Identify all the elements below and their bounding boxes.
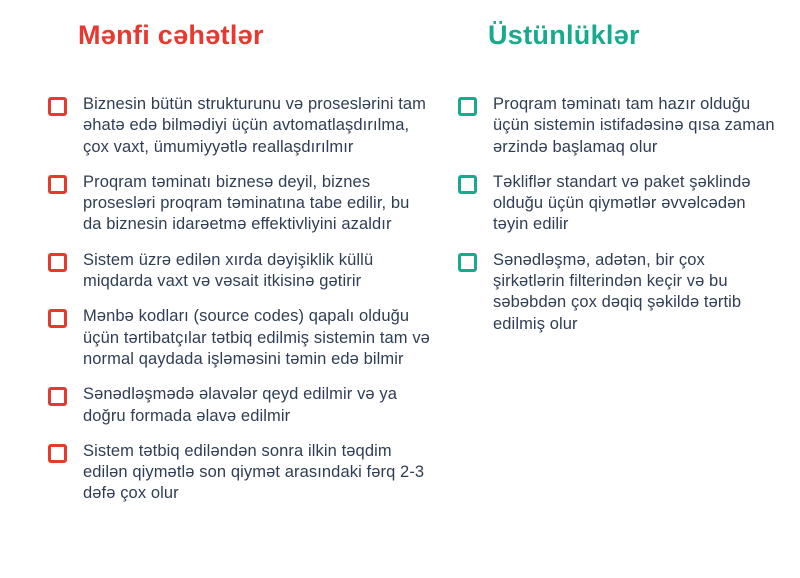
list-item <box>458 94 780 158</box>
list-item <box>48 306 430 370</box>
advantages-column <box>458 18 780 578</box>
list-item-text: Proqram təminatı tam hazır olduğu üçün sistemin istifadəsinə qısa zaman ərzində başlamaq olur <box>493 95 775 156</box>
list-item-text: Sənədləşmə, adətən, bir çox şirkətlərin filterindən keçir və bu səbəbdən çox dəqiq şəkildə tərtib edilmiş olur <box>493 250 742 333</box>
list-item-text: Sistem tətbiq ediləndən sonra ilkin təqdim edilən qiymətlə son qiymət arasındaki fərq 2-3 dəfə çox olur <box>83 441 425 503</box>
list-item-text: Sistem üzrə edilən xırda dəyişiklik küllü miqdarda vaxt və vəsait itkisinə gətirir <box>83 250 374 291</box>
negatives-title: Mənfi cəhətlər <box>78 20 264 50</box>
advantages-list <box>458 94 780 335</box>
checkbox-icon <box>458 97 477 116</box>
list-item <box>48 172 430 236</box>
checkbox-icon <box>48 444 67 463</box>
list-item <box>458 172 780 236</box>
checkbox-icon <box>458 253 477 272</box>
list-item-text: Sənədləşmədə əlavələr qeyd edilmir və ya doğru formada əlavə edilmir <box>83 385 398 425</box>
checkbox-icon <box>48 253 67 272</box>
advantages-title: Üstünlüklər <box>488 20 640 50</box>
checkbox-icon <box>48 387 67 406</box>
list-item <box>48 94 430 158</box>
list-item <box>458 250 780 335</box>
list-item-text: Mənbə kodları (source codes) qapalı olduğu üçün tərtibatçılar tətbiq edilmiş sistemin tam və normal qaydada işləməsini təmin edə bilmir <box>83 307 430 368</box>
checkbox-icon <box>48 175 67 194</box>
list-item <box>48 250 430 293</box>
negatives-column <box>48 18 430 578</box>
list-item-text: Təkliflər standart və paket şəklində olduğu üçün qiymətlər əvvəlcədən təyin edilir <box>493 172 751 234</box>
list-item <box>48 384 430 427</box>
list-item <box>48 441 430 505</box>
checkbox-icon <box>458 175 477 194</box>
checkbox-icon <box>48 309 67 328</box>
negatives-list <box>48 94 430 505</box>
list-item-text: Proqram təminatı biznesə deyil, biznes prosesləri proqram təminatına tabe edilir, bu da biznesin idarəetmə effektivliyini azaldır <box>83 172 410 234</box>
list-item-text: Biznesin bütün strukturunu və proseslərini tam əhatə edə bilmədiyi üçün avtomatlaşdırılma, çox vaxt, ümumiyyətlə reallaşdırılmır <box>83 95 427 156</box>
checkbox-icon <box>48 97 67 116</box>
